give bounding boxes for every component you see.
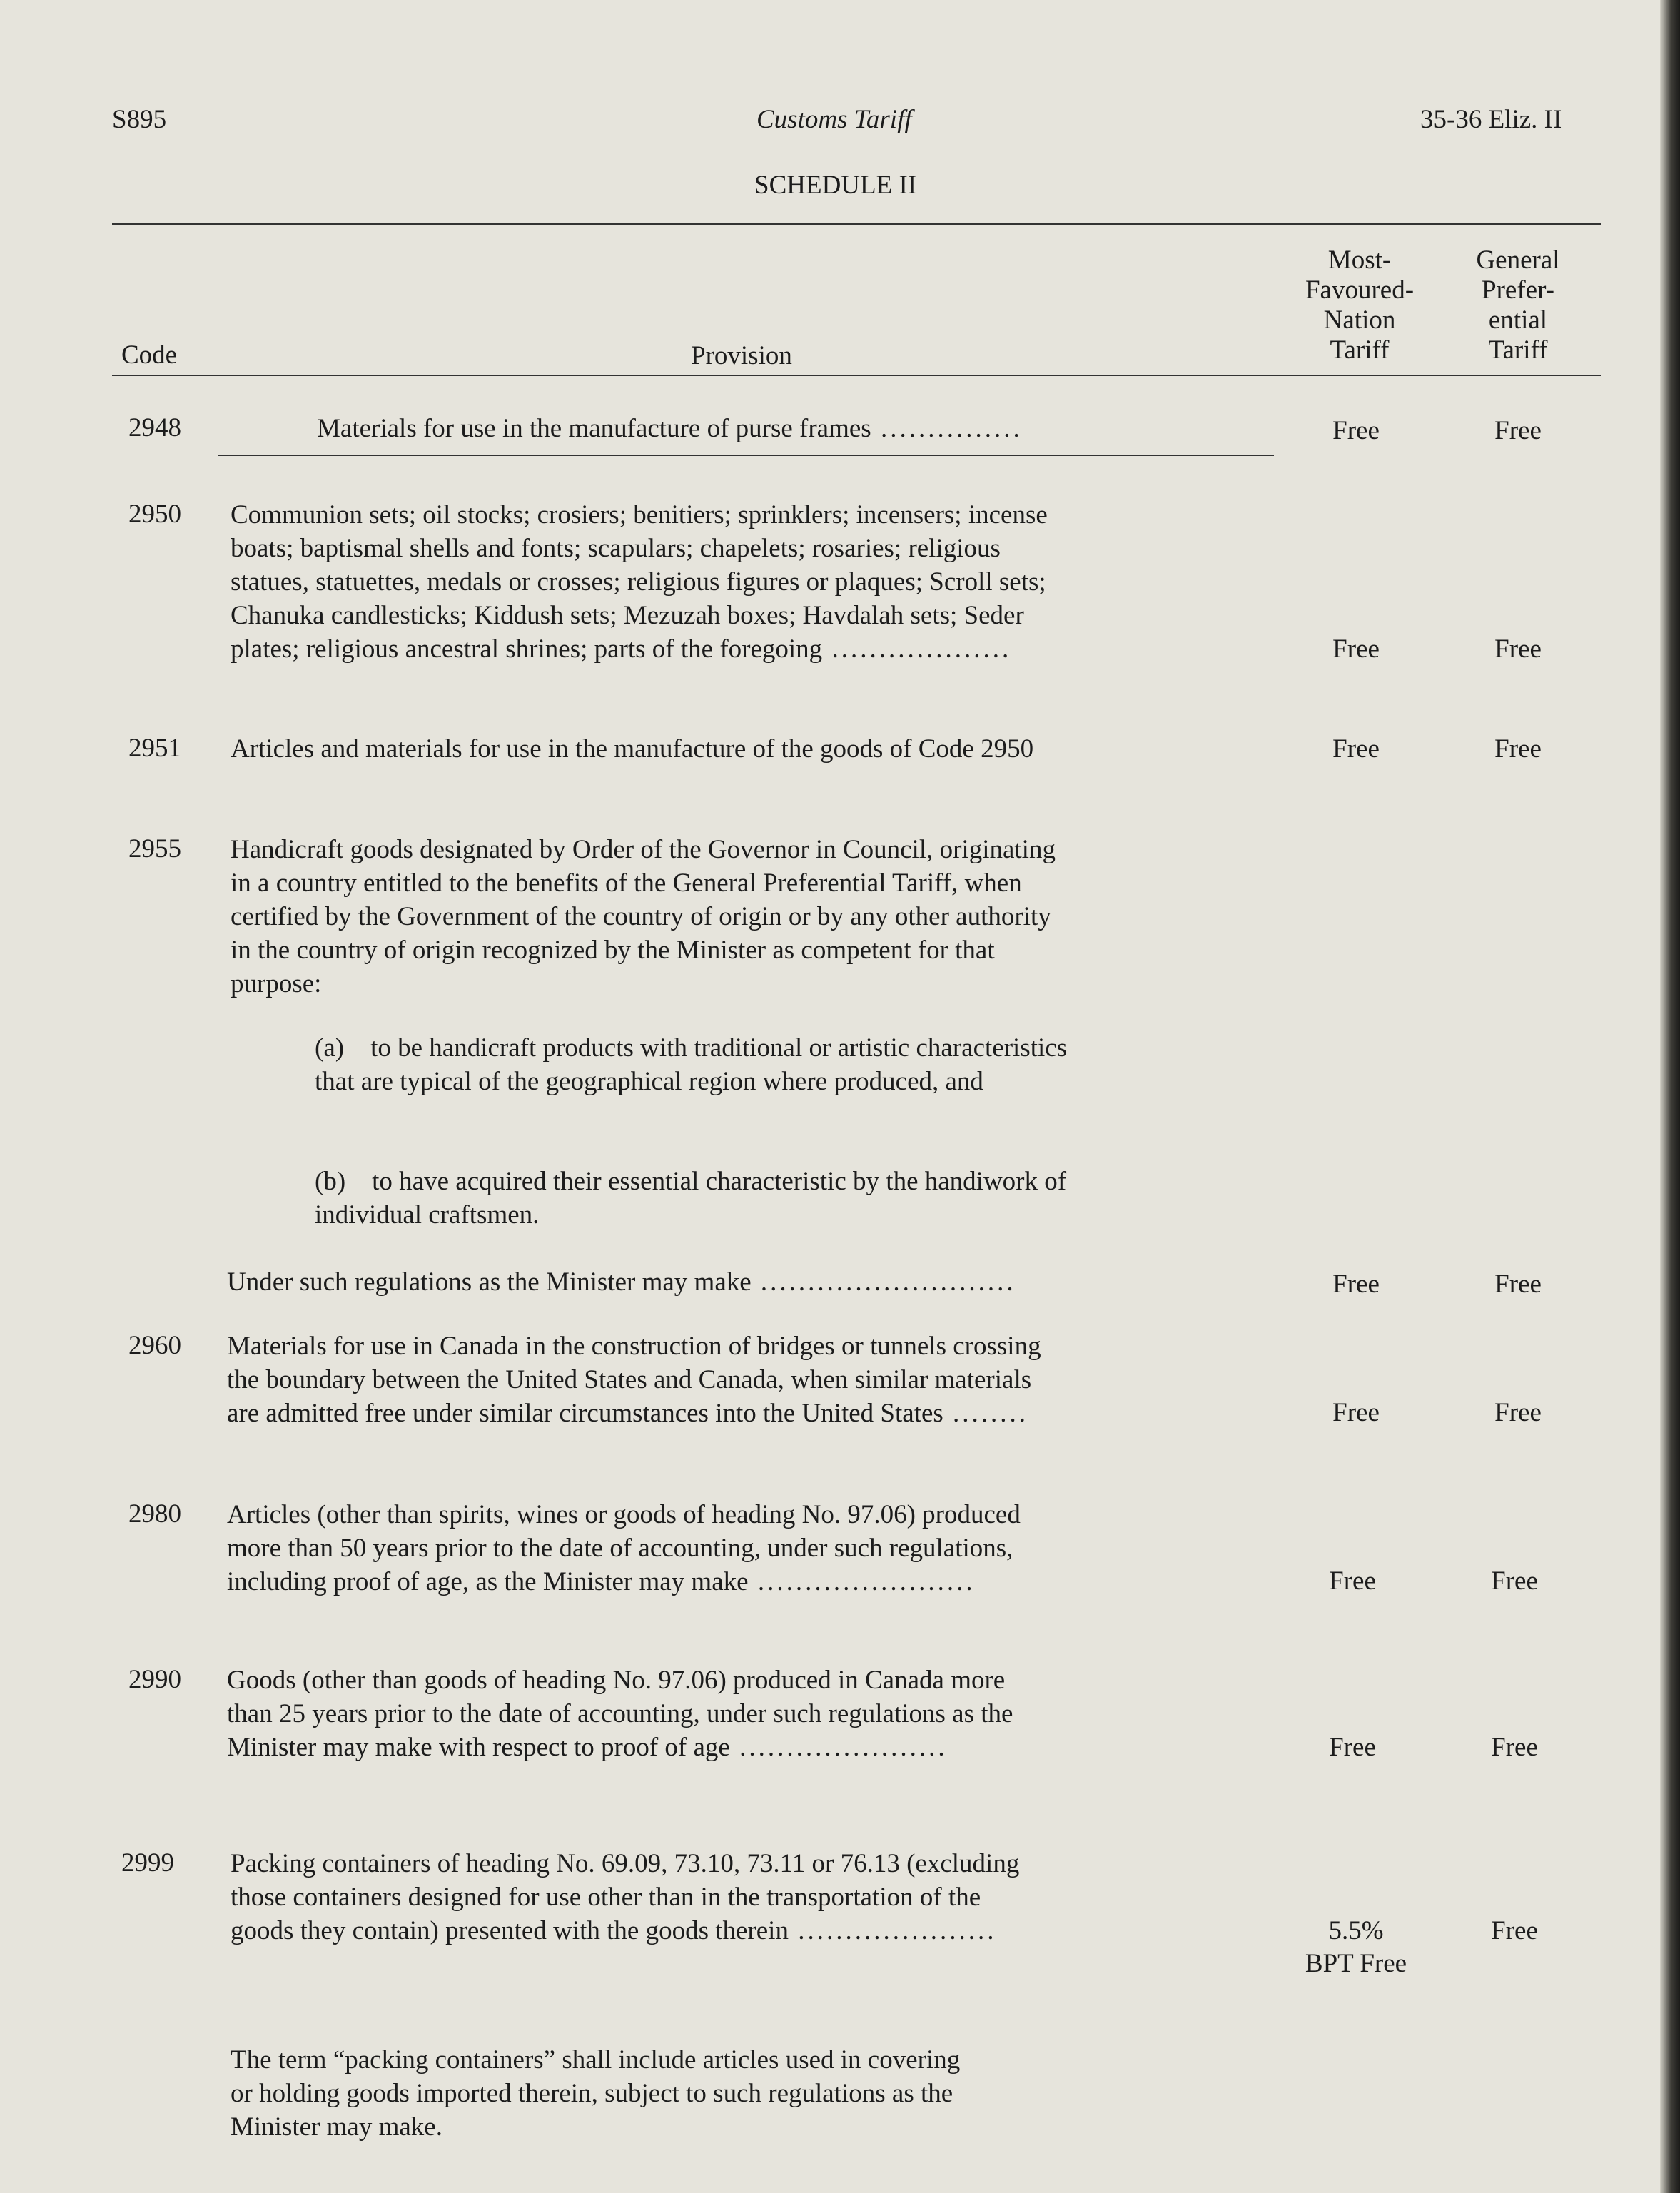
gpt-rate: Free — [1494, 1398, 1542, 1427]
mfn-rate: Free — [1329, 1566, 1376, 1596]
provision-text: Articles and materials for use in the manufacture of the goods of Code 2950 — [231, 734, 1034, 764]
provision-text: Materials for use in the manufacture of purse frames ............... — [317, 414, 1023, 443]
tariff-code: 2980 — [128, 1499, 181, 1529]
column-header-provision: Provision — [691, 341, 792, 370]
provision-text: Materials for use in Canada in the construction of bridges or tunnels crossing the boundary between the United States and Canada, when similar materials are admitted free under similar circumstances into the United States ........ — [227, 1332, 1041, 1428]
tariff-code: 2951 — [128, 734, 181, 763]
gpt-rate: Free — [1491, 1566, 1538, 1596]
gpt-rate: Free — [1494, 734, 1542, 764]
top-rule — [112, 223, 1601, 225]
statute-reference: 35-36 Eliz. II — [1420, 105, 1562, 134]
provision-closing: Under such regulations as the Minister may make ........................... — [227, 1267, 1016, 1297]
binding-shadow — [1660, 0, 1680, 2193]
sub-clause-a: (a) to be handicraft products with traditional or artistic characteristics that are typical of the geographical region where produced, and — [315, 1033, 1068, 1096]
running-title: Customs Tariff — [756, 105, 912, 134]
mfn-rate-bpt: BPT Free — [1305, 1949, 1407, 1978]
gpt-rate: Free — [1494, 1270, 1542, 1299]
provision-text: Articles (other than spirits, wines or goods of heading No. 97.06) produced more than 50 years prior to the date of accounting, under such regulations, including proof of age, as the Minister may make ....................... — [227, 1500, 1021, 1596]
definition-note: The term “packing containers” shall include articles used in covering or holding goods imported therein, subject to such regulations as the Minister may make. — [231, 2045, 961, 2142]
gpt-rate: Free — [1491, 1733, 1538, 1762]
tariff-code: 2960 — [128, 1331, 181, 1360]
header-rule — [112, 375, 1601, 376]
gpt-rate: Free — [1491, 1916, 1538, 1945]
mfn-rate: Free — [1332, 634, 1380, 664]
provision-text: Goods (other than goods of heading No. 97.06) produced in Canada more than 25 years prior to the date of accounting, under such regulations as the Minister may make with respect to proof of age ...................... — [227, 1666, 1013, 1762]
column-header-gpt: General Prefer- ential Tariff — [1476, 245, 1560, 365]
mfn-rate: Free — [1332, 1398, 1380, 1427]
schedule-title: SCHEDULE II — [754, 171, 917, 200]
page-number: S895 — [112, 105, 167, 134]
tariff-code: 2990 — [128, 1665, 181, 1694]
column-header-code: Code — [121, 340, 178, 370]
mfn-rate: Free — [1329, 1733, 1376, 1762]
provision-text: Handicraft goods designated by Order of the Governor in Council, originating in a country entitled to the benefits of the General Preferential Tariff, when certified by the Government of the country of origin or by any other authority in the country of origin recognized by the Minister as competent for that purpose: — [231, 835, 1056, 998]
tariff-code: 2955 — [128, 834, 181, 863]
column-header-mfn: Most- Favoured- Nation Tariff — [1305, 245, 1415, 365]
provision-text: Communion sets; oil stocks; crosiers; benitiers; sprinklers; incensers; incense boats; baptismal shells and fonts; scapulars; chapelets; rosaries; religious statues, statuettes, medals or crosses; religious figures or plaques; Scroll sets; Chanuka candlesticks; Kiddush sets; Mezuzah boxes; Havdalah sets; Seder plates; religious ancestral shrines; parts of the foregoing ................... — [231, 500, 1048, 664]
mfn-rate: Free — [1332, 1270, 1380, 1299]
sub-clause-b: (b) to have acquired their essential characteristic by the handiwork of individual craftsmen. — [315, 1167, 1067, 1230]
gpt-rate: Free — [1494, 416, 1542, 445]
tariff-code: 2999 — [121, 1848, 174, 1878]
tariff-code: 2950 — [128, 500, 181, 529]
mfn-rate: Free — [1332, 734, 1380, 764]
provision-text: Packing containers of heading No. 69.09, 73.10, 73.11 or 76.13 (excluding those containers designed for use other than in the transportation of the goods they contain) presented with the goods therein ..................... — [231, 1849, 1020, 1945]
gpt-rate: Free — [1494, 634, 1542, 664]
tariff-code: 2948 — [128, 413, 181, 442]
mfn-rate: Free — [1332, 416, 1380, 445]
row-rule — [218, 455, 1274, 456]
mfn-rate: 5.5% — [1328, 1916, 1384, 1945]
